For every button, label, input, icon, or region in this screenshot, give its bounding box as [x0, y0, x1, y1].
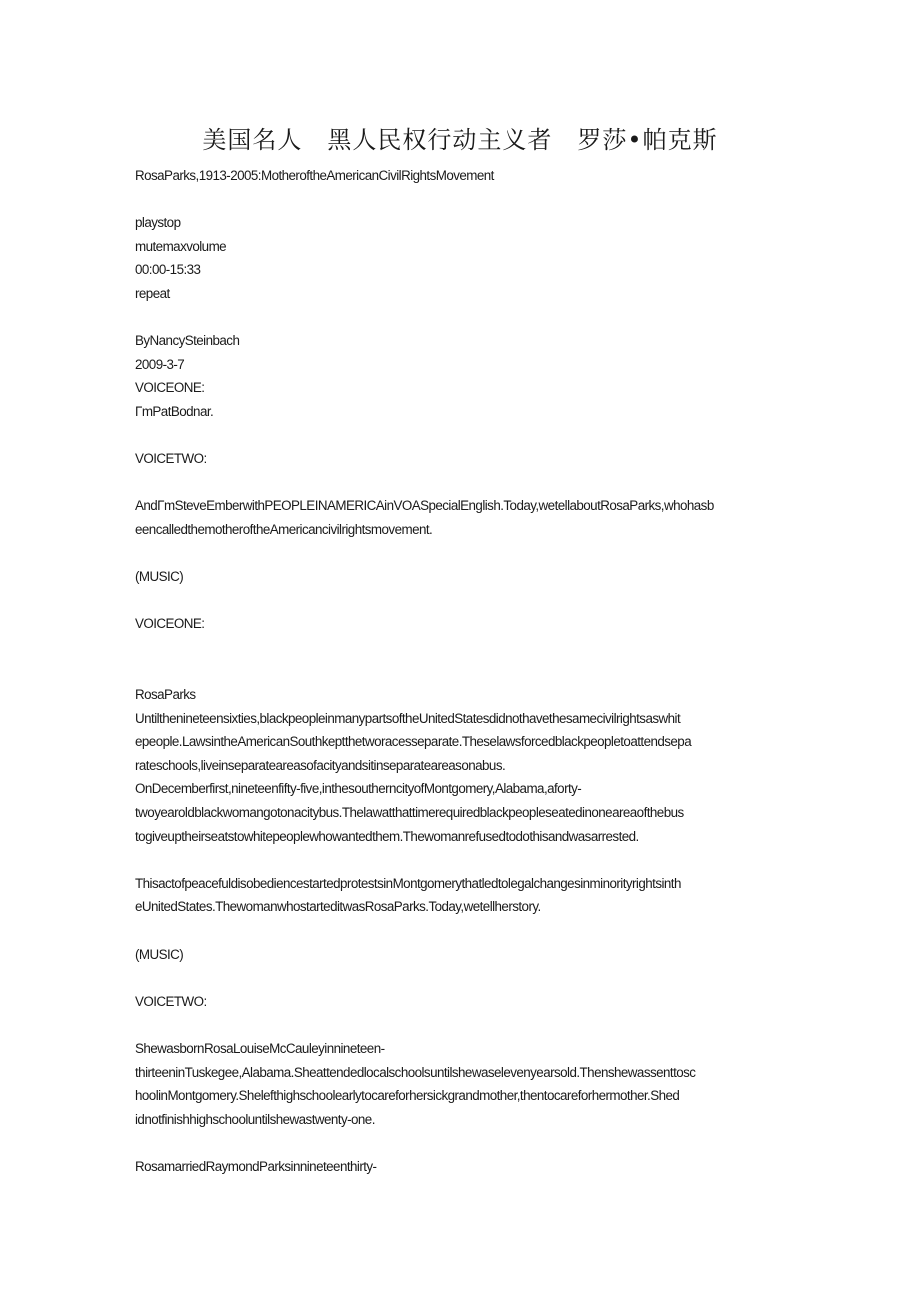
paragraph-line: AndΓmSteveEmberwithPEOPLEINAMERICAinVOASpecialEnglish.Today,wetellaboutRosaParks,whohasb: [135, 498, 714, 514]
document-body: [135, 164, 790, 1179]
caption-text: RosaParks: [135, 687, 196, 703]
subtitle: [135, 164, 790, 188]
intro-paragraph: [135, 494, 790, 541]
subtitle-text: RosaParks,1913-2005:MotheroftheAmericanCivilRightsMovement: [135, 168, 494, 183]
play-stop-text: playstop: [135, 215, 181, 231]
page-title: 美国名人 黑人民权行动主义者 罗莎•帕克斯: [202, 126, 718, 154]
paragraph-line: eencalledthemotheroftheAmericancivilrightsmovement.: [135, 521, 433, 537]
paragraph-line: ThisactofpeacefuldisobediencestartedprotestsinMontgomerythatledtolegalchangesinminorityrightsinth: [135, 875, 681, 891]
speaker-label: VOICEONE:: [135, 380, 205, 396]
paragraph-line: OnDecemberfirst,nineteenfifty-five,inthesoutherncityofMontgomery,Alabama,aforty-: [135, 781, 582, 797]
body-paragraph: [135, 1037, 790, 1131]
music-cue: [135, 943, 790, 967]
music-cue-text: (MUSIC): [135, 946, 184, 962]
paragraph-line: idnotfinishhighschooluntilshewastwenty-one.: [135, 1111, 375, 1127]
body-paragraph: [135, 1155, 790, 1179]
music-cue: [135, 565, 790, 589]
speaker-label-text: VOICETWO:: [135, 993, 207, 1009]
byline: [135, 329, 790, 423]
speaker-label: [135, 612, 790, 636]
speaker-label-text: VOICETWO:: [135, 451, 207, 467]
mute-volume-text: mutemaxvolume: [135, 238, 227, 254]
paragraph-line: RosamarriedRaymondParksinnineteenthirty-: [135, 1158, 377, 1174]
paragraph-line: hoolinMontgomery.Shelefthighschoolearlytocareforhersickgrandmother,thentocareforhermother.Shed: [135, 1088, 680, 1104]
body-paragraph: [135, 707, 790, 778]
intro-line: ΓmPatBodnar.: [135, 403, 214, 419]
time-readout: 00:00-15:33: [135, 262, 201, 278]
music-cue-text: (MUSIC): [135, 569, 184, 585]
paragraph-line: thirteeninTuskegee,Alabama.Sheattendedlocalschoolsuntilshewaselevenyearsold.Thenshewassenttosc: [135, 1064, 696, 1080]
repeat-text: repeat: [135, 285, 170, 301]
speaker-label: [135, 990, 790, 1014]
paragraph-line: eUnitedStates.ThewomanwhostarteditwasRosaParks.Today,wetellherstory.: [135, 899, 541, 915]
image-caption: [135, 683, 790, 707]
author: ByNancySteinbach: [135, 333, 240, 349]
paragraph-line: Untilthenineteensixties,blackpeopleinmanypartsoftheUnitedStatesdidnothavethesamecivilrightsaswhit: [135, 710, 681, 726]
body-paragraph: [135, 777, 790, 848]
date: 2009-3-7: [135, 356, 185, 372]
paragraph-line: ShewasbornRosaLouiseMcCauleyinnineteen-: [135, 1040, 385, 1056]
speaker-label: [135, 447, 790, 471]
paragraph-line: rateschools,liveinseparateareasofacityandsitinseparateareasonabus.: [135, 757, 506, 773]
body-paragraph: [135, 872, 790, 919]
speaker-label-text: VOICEONE:: [135, 616, 205, 632]
paragraph-line: twoyearoldblackwomangotonacitybus.Thelawatthattimerequiredblackpeopleseatedinoneareaofthebus: [135, 805, 684, 821]
paragraph-line: togiveuptheirseatstowhitepeoplewhowantedthem.Thewomanrefusedtodothisandwasarrested.: [135, 828, 639, 844]
paragraph-line: epeople.LawsintheAmericanSouthkeptthetworacesseparate.Theselawsforcedblackpeopletoattendsepa: [135, 734, 692, 750]
player-controls: [135, 211, 790, 305]
